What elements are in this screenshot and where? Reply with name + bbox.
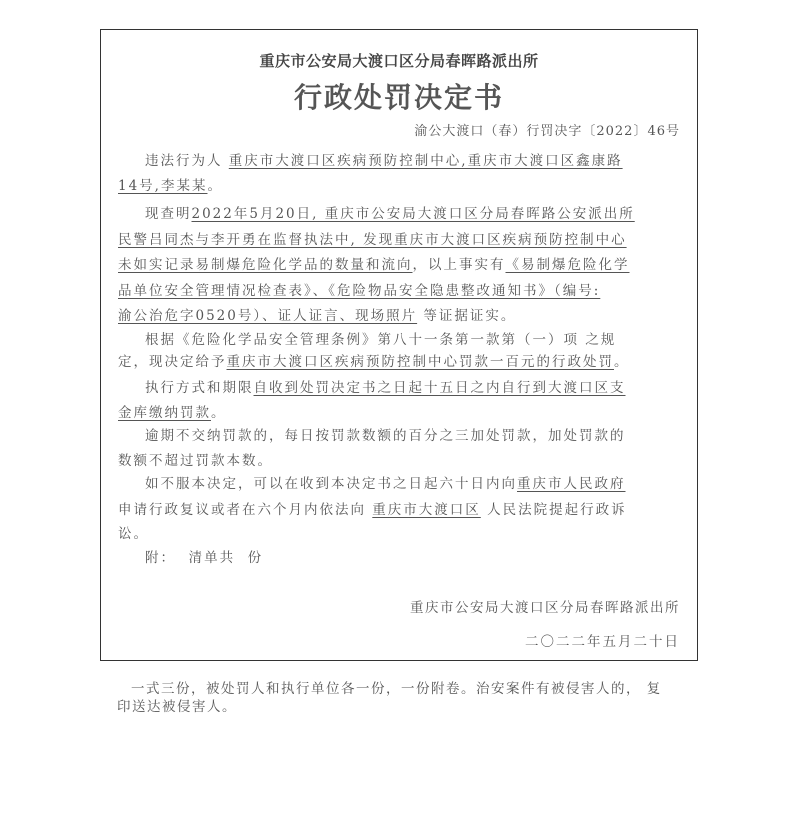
- signature-unit: 重庆市公安局大渡口区分局春晖路派出所: [410, 600, 680, 616]
- finding-label: 现查明: [145, 206, 192, 222]
- finding-line-1: 现查明2022年5月20日, 重庆市公安局大渡口区分局春晖路公安派出所: [145, 206, 635, 222]
- footnote-line-2: 印送达被侵害人。: [117, 699, 237, 715]
- late-payment-line-2: 数额不超过罚款本数。: [118, 453, 273, 469]
- finding-line-4: 品单位安全管理情况检查表》、《危险物品安全隐患整改通知书》（编号:: [118, 283, 601, 299]
- appeal-line-2: 申请行政复议或者在六个月内依法向 重庆市大渡口区 人民法院提起行政诉: [118, 502, 627, 518]
- appeal-line-1: 如不服本决定，可以在收到本决定书之日起六十日内向重庆市人民政府: [145, 476, 626, 492]
- document-title: 行政处罚决定书: [293, 81, 504, 114]
- document-number: 渝公大渡口（春）行罚决字〔2022〕46号: [414, 124, 680, 139]
- appeal-line-3: 讼。: [118, 526, 149, 542]
- offender-label: 违法行为人: [145, 153, 223, 169]
- basis-line-2: 定，现决定给予重庆市大渡口区疾病预防控制中心罚款一百元的行政处罚。: [118, 354, 630, 370]
- signature-date: 二〇二二年五月二十日: [525, 634, 680, 650]
- execution-line-1: 执行方式和期限自收到处罚决定书之日起十五日之内自行到大渡口区支: [145, 380, 626, 396]
- execution-line-2: 金库缴纳罚款。: [118, 405, 227, 421]
- finding-line-3: 未如实记录易制爆危险化学品的数量和流向，以上事实有《易制爆危险化学: [118, 257, 630, 273]
- finding-line-5: 渝公治危字0520号）、证人证言、现场照片 等证据证实。: [118, 308, 517, 324]
- attachment-text: 附： 清单共 份: [145, 550, 264, 566]
- finding-line-2: 民警吕同杰与李开勇在监督执法中, 发现重庆市大渡口区疾病预防控制中心: [118, 232, 627, 248]
- execution-label: 执行方式和期限: [145, 380, 254, 396]
- footnote-line-1: 一式三份，被处罚人和执行单位各一份，一份附卷。治安案件有被侵害人的， 复: [131, 681, 662, 697]
- offender-line-1: [118, 151, 686, 171]
- offender-value: 重庆市大渡口区疾病预防控制中心,重庆市大渡口区鑫康路: [228, 153, 623, 169]
- decision-document: [100, 29, 698, 661]
- issuing-organization: 重庆市公安局大渡口区分局春晖路派出所: [259, 52, 539, 70]
- late-payment-line-1: 逾期不交纳罚款的，每日按罚款数额的百分之三加处罚款，加处罚款的: [145, 428, 626, 444]
- offender-line-2: 14号,李某某。: [118, 178, 223, 194]
- offender-value-cont: 14号,李某某: [118, 178, 208, 194]
- attachment-line: [118, 548, 686, 568]
- basis-line-1: 根据《危险化学品安全管理条例》第八十一条第一款第（一）项 之规: [145, 332, 617, 348]
